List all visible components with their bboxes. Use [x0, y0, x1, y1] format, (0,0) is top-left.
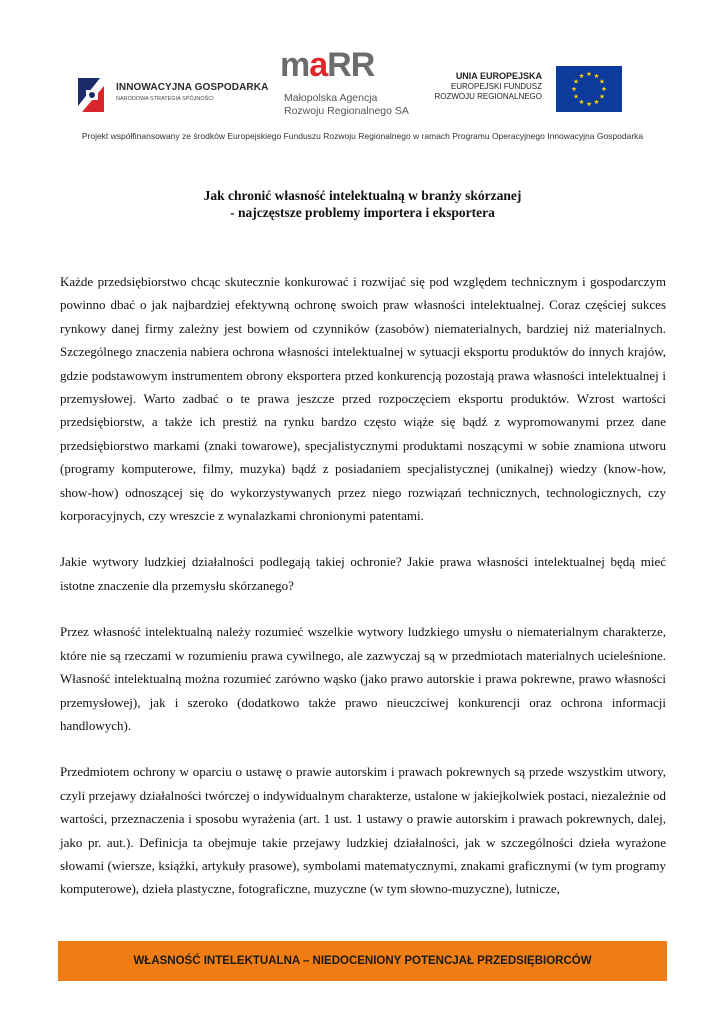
document-body [60, 270, 666, 924]
paragraph: Jakie wytwory ludzkiej działalności podlegają takiej ochronie? Jakie prawa własności intelektualnej będą mieć istotne znaczenie dla przemysłu skórzanego? [60, 554, 666, 593]
footer-banner-text: WŁASNOŚĆ INTELEKTUALNA – NIEDOCENIONY POTENCJAŁ PRZEDSIĘBIORCÓW [133, 955, 592, 967]
paragraph: Każde przedsiębiorstwo chcąc skutecznie konkurować i rozwijać się pod względem technicznym i gospodarczym powinno dbać o jak najbardziej efektywną ochronę swoich praw własności intelektualnej. Coraz częściej sukces rynkowy danej firmy zależny jest bowiem od czynników (zasobów) niematerialnych, bardziej niż materialnych. Szczególnego znaczenia nabiera ochrona własności intelektualnej w sytuacji eksportu produktów do innych krajów, gdzie podstawowym instrumentem obrony eksportera przed konkurencją pozostają prawa własności intelektualnej i przemysłowej. Warto zadbać o te prawa jeszcze przed rozpoczęciem eksportu produktów. Wzrost wartości przedsiębiorstw, a także ich prestiż na rynku bardzo często wiąże się bądź z wypromowanymi przez dane przedsiębiorstwo markami (znaki towarowe), specjalistycznymi produktami noszącymi w sobie znamiona utworu (programy komputerowe, filmy, muzyka) bądź z posiadaniem specjalistycznej (unikalnej) wiedzy (know-how, show-how) odnoszącej się do wykorzystywanych przez niego rozwiązań technicznych, technologicznych, czy korporacyjnych, czy wreszcie z wynalazkami chronionymi patentami. [60, 274, 666, 524]
ig-logo-title: INNOWACYJNA GOSPODARKA [116, 82, 269, 93]
eu-logo-line-2: EUROPEJSKI FUNDUSZ [450, 82, 542, 91]
marr-letter-m: m [280, 46, 310, 84]
eu-logo [432, 66, 622, 112]
eu-flag-icon [556, 66, 622, 112]
marr-line-1: Małopolska Agencja [284, 92, 378, 104]
innowacyjna-gospodarka-logo [78, 76, 268, 112]
title-line-1: Jak chronić własność intelektualną w branży skórzanej [203, 188, 522, 203]
project-funding-note: Projekt współfinansowany ze środków Europejskiego Funduszu Rozwoju Regionalnego w ramach Programu Operacyjnego Innowacyjna Gospodarka [81, 131, 644, 141]
eu-logo-line-3: ROZWOJU REGIONALNEGO [434, 92, 542, 101]
ig-logo-subtitle: NARODOWA STRATEGIA SPÓJNOŚCI [116, 96, 214, 102]
document-title [0, 187, 725, 221]
marr-wordmark [280, 46, 374, 85]
marr-logo [280, 46, 420, 120]
marr-letter-a: a [309, 46, 328, 84]
marr-letters-rr: RR [327, 46, 375, 84]
marr-line-2: Rozwoju Regionalnego SA [284, 105, 409, 117]
logo-header [0, 46, 725, 120]
paragraph: Przez własność intelektualną należy rozumieć wszelkie wytwory ludzkiego umysłu o niematerialnym charakterze, które nie są rzeczami w rozumieniu prawa cywilnego, ale zazwyczaj są w przedmiotach materialnych ucieleśnione. Własność intelektualną można rozumieć zarówno wąsko (jako prawo autorskie i prawa pokrewne, prawo własności przemysłowej), jak i szeroko (dodatkowo także prawo nieuczciwej konkurencji oraz ochrona informacji handlowych). [60, 624, 666, 733]
paragraph: Przedmiotem ochrony w oparciu o ustawę o prawie autorskim i prawach pokrewnych są przede wszystkim utwory, czyli przejawy działalności twórczej o indywidualnym charakterze, ustalone w jakiejkolwiek postaci, niezależnie od wartości, przeznaczenia i sposobu wyrażenia (art. 1 ust. 1 ustawy o prawie autorskim i prawach pokrewnych, dalej, jako pr. aut.). Definicja ta obejmuje takie przejawy ludzkiej działalności, jak w szczególności dzieła wyrażone słowami (wiersze, książki, artykuły prasowe), symbolami matematycznymi, znakami graficznymi (w tym programy komputerowe), dzieła plastyczne, fotograficzne, muzyczne (w tym słowno-muzyczne), lutnicze, [60, 764, 666, 897]
eu-logo-text [434, 70, 542, 102]
title-line-2: - najczęstsze problemy importera i eksportera [230, 205, 495, 220]
footer-banner [58, 941, 667, 981]
eu-logo-line-1: UNIA EUROPEJSKA [455, 71, 542, 81]
innowacyjna-gospodarka-emblem-icon [78, 76, 112, 112]
